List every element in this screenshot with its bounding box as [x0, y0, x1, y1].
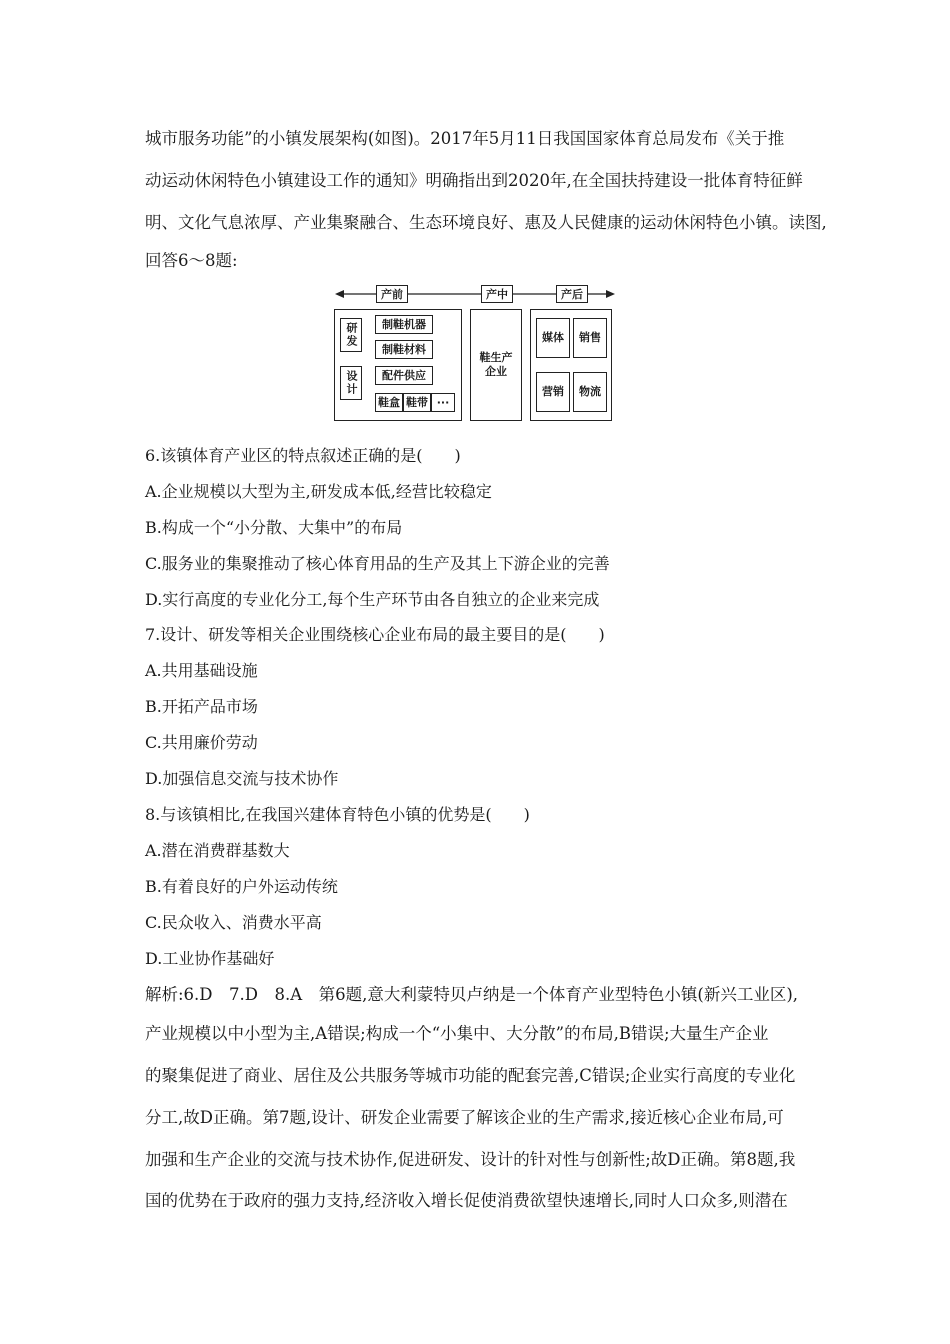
shoe-enterprise-label: 鞋生产企业	[471, 310, 521, 420]
analysis-line-2: 产业规模以中小型为主,A错误;构成一个“小集中、大分散”的布局,B错误;大量生产企业	[145, 1024, 769, 1043]
parts-supply-cell: 配件供应	[375, 366, 433, 385]
question-7-option-a: A.共用基础设施	[145, 661, 258, 680]
intro-line-4: 回答6～8题:	[145, 251, 238, 270]
industry-structure-diagram	[334, 283, 616, 423]
stage-mid: 产中	[481, 285, 513, 303]
intro-line-1: 城市服务功能”的小镇发展架构(如图)。2017年5月11日我国国家体育总局发布《关于推	[145, 129, 785, 148]
rd-cell: 研发	[340, 318, 362, 352]
question-8-option-d: D.工业协作基础好	[145, 949, 275, 968]
shoebox-cell: 鞋盒	[375, 393, 403, 412]
question-8-option-b: B.有着良好的户外运动传统	[145, 877, 338, 896]
question-7-option-d: D.加强信息交流与技术协作	[145, 769, 339, 788]
intro-line-3: 明、文化气息浓厚、产业集聚融合、生态环境良好、惠及人民健康的运动休闲特色小镇。读图,	[145, 213, 827, 232]
shoe-machine-cell: 制鞋机器	[375, 315, 433, 334]
question-6-option-a: A.企业规模以大型为主,研发成本低,经营比较稳定	[145, 482, 492, 501]
intro-line-2: 动运动休闲特色小镇建设工作的通知》明确指出到2020年,在全国扶持建设一批体育特征鲜	[145, 171, 803, 190]
shoelace-cell: 鞋带	[403, 393, 431, 412]
question-6-option-d: D.实行高度的专业化分工,每个生产环节由各自独立的企业来完成	[145, 590, 600, 609]
question-8-option-c: C.民众收入、消费水平高	[145, 913, 322, 932]
question-6-option-c: C.服务业的集聚推动了核心体育用品的生产及其上下游企业的完善	[145, 554, 610, 573]
media-cell: 媒体	[536, 318, 570, 358]
analysis-line-4: 分工,故D正确。第7题,设计、研发企业需要了解该企业的生产需求,接近核心企业布局,可	[145, 1108, 784, 1127]
post-production-box	[530, 309, 612, 421]
pre-production-box	[334, 309, 462, 421]
question-8-option-a: A.潜在消费群基数大	[145, 841, 290, 860]
logistics-cell: 物流	[573, 372, 607, 412]
mid-production-box	[470, 309, 522, 421]
question-7-option-b: B.开拓产品市场	[145, 697, 258, 716]
sales-cell: 销售	[573, 318, 607, 358]
question-7-stem: 7.设计、研发等相关企业围绕核心企业布局的最主要目的是( )	[145, 625, 605, 644]
question-6-option-b: B.构成一个“小分散、大集中”的布局	[145, 518, 403, 537]
question-7-option-c: C.共用廉价劳动	[145, 733, 258, 752]
analysis-line-1: 解析:6.D 7.D 8.A 第6题,意大利蒙特贝卢纳是一个体育产业型特色小镇(新兴工业区),	[145, 985, 799, 1004]
design-cell: 设计	[340, 366, 362, 400]
stage-pre: 产前	[376, 285, 408, 303]
marketing-cell: 营销	[536, 372, 570, 412]
analysis-line-5: 加强和生产企业的交流与技术协作,促进研发、设计的针对性与创新性;故D正确。第8题,我	[145, 1150, 796, 1169]
question-6-stem: 6.该镇体育产业区的特点叙述正确的是( )	[145, 446, 461, 465]
question-8-stem: 8.与该镇相比,在我国兴建体育特色小镇的优势是( )	[145, 805, 530, 824]
analysis-line-3: 的聚集促进了商业、居住及公共服务等城市功能的配套完善,C错误;企业实行高度的专业化	[145, 1066, 796, 1085]
shoe-material-cell: 制鞋材料	[375, 340, 433, 359]
analysis-line-6: 国的优势在于政府的强力支持,经济收入增长促使消费欲望快速增长,同时人口众多,则潜在	[145, 1191, 788, 1210]
more-cell: ···	[431, 393, 455, 412]
stage-post: 产后	[556, 285, 588, 303]
